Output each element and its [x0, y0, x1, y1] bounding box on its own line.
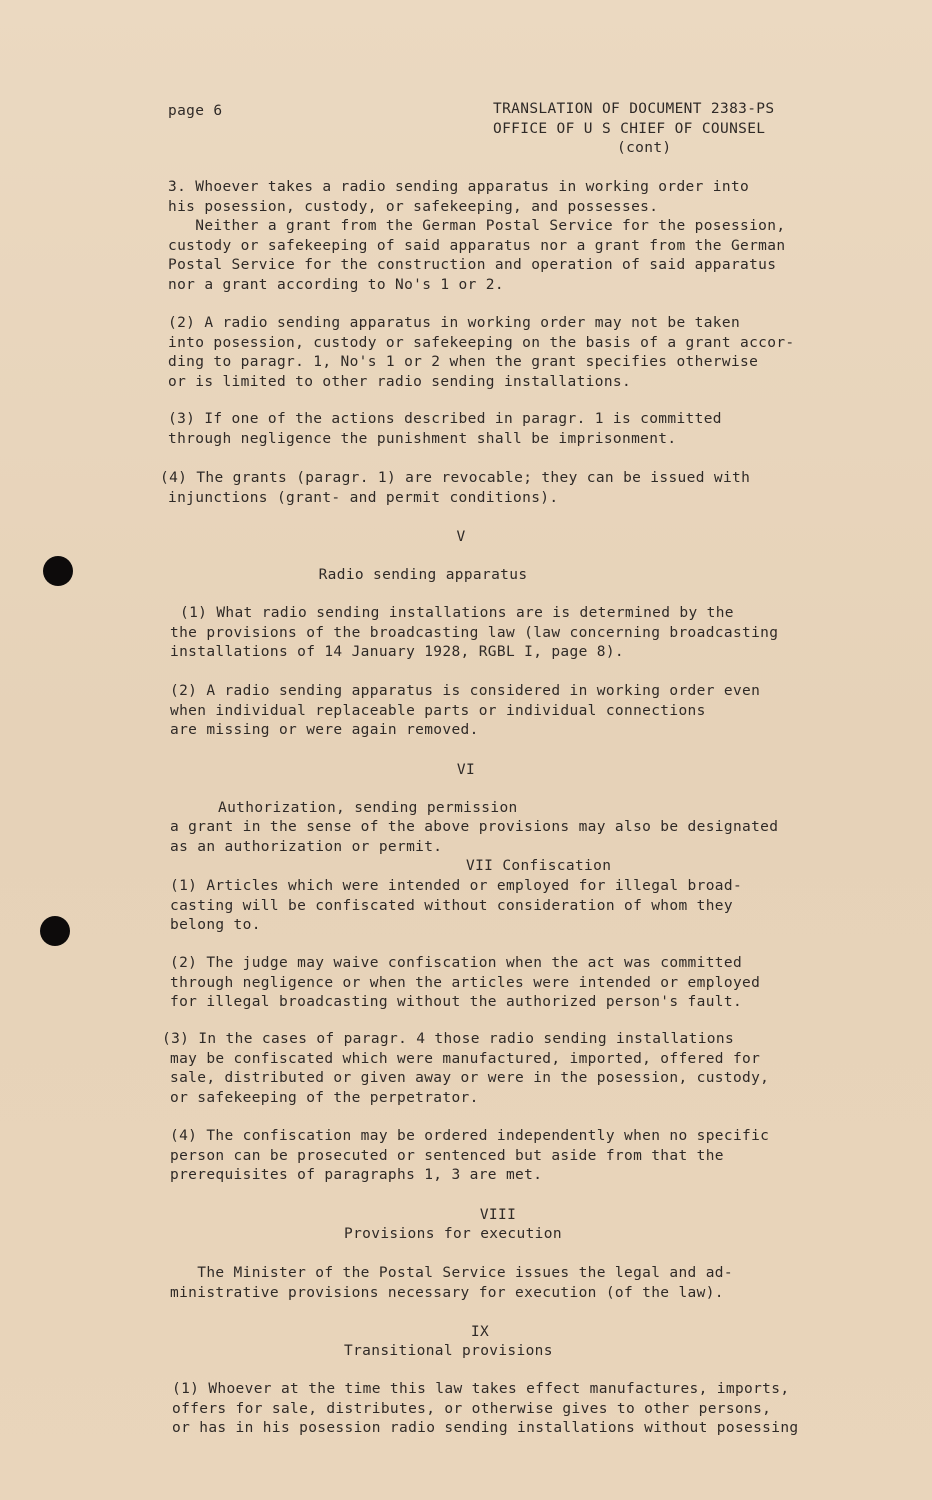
section-viii-numeral: VIII	[479, 1207, 517, 1223]
paragraph-3	[168, 178, 785, 296]
text-line: through negligence or when the articles were intended or employed	[170, 974, 761, 991]
section-vii-paragraph-2	[170, 954, 760, 1013]
text-line: offers for sale, distributes, or otherwise gives to other persons,	[172, 1400, 772, 1417]
text-line: or safekeeping of the perpetrator.	[170, 1089, 479, 1106]
text-line: the provisions of the broadcasting law (law concerning broadcasting	[170, 624, 779, 641]
text-line: (4) The grants (paragr. 1) are revocable; they can be issued with	[160, 470, 751, 486]
text-line: The Minister of the Postal Service issues the legal and ad-	[170, 1265, 733, 1281]
section-ix-numeral: IX	[470, 1324, 490, 1340]
text-line: (3) If one of the actions described in paragr. 1 is committed	[168, 411, 722, 427]
text-line: installations of 14 January 1928, RGBL I, page 8).	[170, 644, 624, 661]
text-line: or has in his posession radio sending installations without posessing	[172, 1420, 799, 1437]
section-vii-paragraph-3	[162, 1030, 769, 1108]
page-number: page 6	[168, 103, 223, 119]
text-line: (1) Whoever at the time this law takes effect manufactures, imports,	[172, 1381, 790, 1397]
text-line: injunctions (grant- and permit conditions).	[168, 489, 559, 506]
text-line: Postal Service for the construction and operation of said apparatus	[168, 257, 777, 274]
text-line: (1) Articles which were intended or employed for illegal broad-	[170, 878, 743, 894]
text-line: Neither a grant from the German Postal Service for the posession,	[168, 218, 786, 235]
text-line: (2) A radio sending apparatus is considered in working order even	[170, 683, 761, 699]
text-line: or is limited to other radio sending installations.	[168, 373, 632, 390]
text-line: 3. Whoever takes a radio sending apparatus in working order into	[168, 179, 750, 195]
header-line-1: TRANSLATION OF DOCUMENT 2383-PS	[493, 101, 775, 117]
text-line: prerequisites of paragraphs 1, 3 are met.	[170, 1167, 543, 1184]
section-ix-title: Transitional provisions	[344, 1343, 553, 1359]
text-line: (1) What radio sending installations are is determined by the	[180, 605, 734, 621]
text-line: a grant in the sense of the above provisions may also be designated	[170, 819, 779, 835]
section-v-paragraph-1	[170, 604, 778, 663]
section-vi-numeral: VI	[456, 762, 476, 778]
text-line: his posession, custody, or safekeeping, and possesses.	[168, 198, 659, 215]
text-line: may be confiscated which were manufactured, imported, offered for	[170, 1050, 761, 1067]
punch-hole	[40, 916, 70, 946]
text-line: through negligence the punishment shall be imprisonment.	[168, 430, 677, 447]
section-viii-title: Provisions for execution	[344, 1226, 562, 1242]
text-line: as an authorization or permit.	[170, 838, 443, 855]
text-line: custody or safekeeping of said apparatus nor a grant from the German	[168, 237, 786, 254]
text-line: ministrative provisions necessary for execution (of the law).	[170, 1284, 724, 1301]
header-line-2: OFFICE OF U S CHIEF OF COUNSEL	[493, 120, 766, 137]
text-line: nor a grant according to No's 1 or 2.	[168, 276, 504, 293]
section-vii-paragraph-4	[170, 1127, 769, 1186]
section-v-numeral: V	[456, 529, 466, 545]
section-vi-title: Authorization, sending permission	[218, 800, 518, 816]
text-line: ding to paragr. 1, No's 1 or 2 when the grant specifies otherwise	[168, 354, 759, 371]
text-line: person can be prosecuted or sentenced but aside from that the	[170, 1147, 724, 1164]
header-line-3: (cont)	[617, 140, 672, 156]
section-vi-text	[170, 818, 778, 857]
section-v-paragraph-2	[170, 682, 760, 741]
section-vii-title: VII Confiscation	[466, 858, 612, 874]
text-line: are missing or were again removed.	[170, 722, 479, 739]
section-vii-paragraph-1	[170, 877, 742, 936]
text-line: (3) In the cases of paragr. 4 those radio sending installations	[162, 1031, 735, 1047]
paragraph-2	[168, 314, 795, 392]
section-ix-text	[172, 1380, 799, 1439]
section-viii-text	[170, 1264, 733, 1303]
paragraph-3b	[168, 410, 722, 449]
text-line: (4) The confiscation may be ordered independently when no specific	[170, 1128, 770, 1144]
text-line: into posession, custody or safekeeping on the basis of a grant accor-	[168, 334, 795, 351]
text-line: (2) The judge may waive confiscation when the act was committed	[170, 955, 743, 971]
text-line: sale, distributed or given away or were in the posession, custody,	[170, 1070, 770, 1087]
text-line: belong to.	[170, 917, 261, 934]
text-line: (2) A radio sending apparatus in working order may not be taken	[168, 315, 741, 331]
text-line: for illegal broadcasting without the authorized person's fault.	[170, 994, 743, 1011]
text-line: casting will be confiscated without consideration of whom they	[170, 897, 733, 914]
section-v-title: Radio sending apparatus	[318, 567, 528, 583]
document-header	[493, 100, 774, 159]
paragraph-4	[160, 469, 750, 508]
text-line: when individual replaceable parts or individual connections	[170, 702, 706, 719]
